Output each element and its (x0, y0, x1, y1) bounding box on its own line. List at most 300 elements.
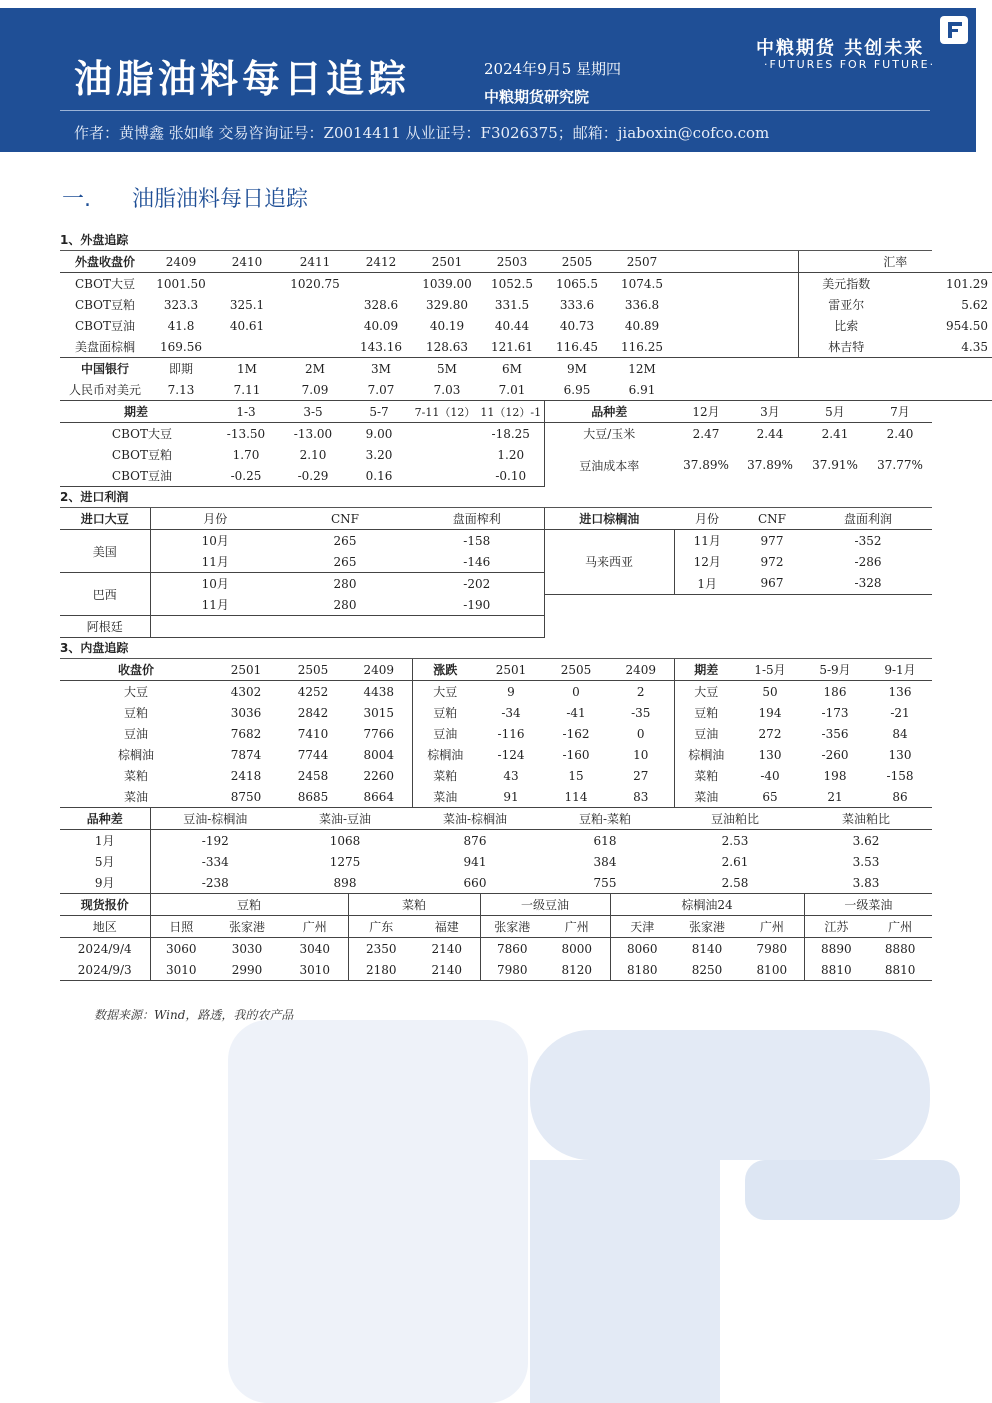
table-header-cell: 品种差 (544, 401, 674, 423)
row-label: 大豆 (433, 685, 458, 699)
row-label: 菜油 (412, 786, 478, 808)
table-cell: 331.5 (494, 297, 530, 312)
table-cell: 8180 (610, 959, 674, 981)
row-label: 2024/9/4 (60, 938, 150, 960)
author-line: 作者：黄博鑫 张如峰 交易咨询证号：Z0014411 从业证号：F3026375；邮箱：jiaboxin@cofco.com (74, 124, 770, 142)
table-cell: 329.80 (426, 297, 468, 312)
table-cell: 328.6 (363, 297, 399, 312)
table-cell: 1275 (329, 854, 361, 869)
table-cell: -352 (854, 533, 882, 548)
table-row (60, 830, 932, 852)
table-cell: 11月 (150, 594, 280, 616)
table-cell (282, 336, 348, 358)
table-cell: 265 (333, 533, 357, 548)
table-cell: -158 (410, 530, 544, 552)
row-label: 大豆 (123, 685, 148, 699)
overseas-section-title: 1、外盘追踪 (60, 230, 932, 251)
section-title (62, 182, 308, 213)
table-cell: 280 (333, 576, 357, 591)
region-cell: 福建 (414, 916, 480, 938)
table-row (60, 315, 992, 336)
region-cell: 广州 (740, 916, 804, 938)
table-cell: 2842 (297, 705, 329, 720)
overseas-header-row (60, 251, 992, 273)
table-cell: -158 (886, 768, 914, 783)
table-row (60, 379, 992, 401)
table-cell: -116 (497, 726, 525, 741)
table-cell: -160 (562, 747, 590, 762)
report-title: 油脂油料每日追踪 (74, 57, 411, 101)
table-header-cell: 9M (567, 361, 587, 376)
row-label: 菜粕 (694, 769, 719, 783)
table-cell: -286 (854, 554, 882, 569)
table-cell (212, 273, 282, 295)
table-header-cell: 现货报价 (60, 894, 150, 916)
table-cell: -238 (150, 872, 280, 894)
table-cell: 7.01 (480, 379, 544, 401)
table-cell: 336.8 (624, 297, 660, 312)
table-cell: -35 (608, 702, 674, 723)
row-label: 林吉特 (798, 336, 894, 358)
boc-rate-table (60, 358, 992, 401)
table-cell: 0 (608, 723, 674, 744)
table-cell: 2140 (414, 938, 480, 960)
region-cell: 张家港 (480, 916, 544, 938)
table-cell: 8060 (627, 941, 658, 956)
table-header-cell: 豆粕-菜粕 (540, 808, 670, 830)
row-label: 雷亚尔 (828, 298, 865, 312)
table-header-cell: 涨跌 (412, 659, 478, 681)
table-cell: 8120 (544, 959, 610, 981)
table-cell: 8890 (821, 941, 852, 956)
table-cell: 10 (608, 744, 674, 765)
table-cell: 2.10 (299, 447, 327, 462)
table-header-cell: 3-5 (280, 401, 346, 423)
table-cell: 130 (758, 747, 782, 762)
table-cell: 40.44 (494, 318, 530, 333)
table-header-cell: 品种差 (60, 808, 150, 830)
table-cell: -21 (890, 705, 910, 720)
row-label: 豆油成本率 (579, 458, 640, 473)
table-row (60, 702, 932, 723)
table-row (60, 594, 932, 616)
table-cell: -192 (201, 833, 229, 848)
spacer-cell (674, 336, 798, 358)
table-header-cell: 期差 (60, 401, 212, 423)
table-cell: 967 (740, 573, 804, 595)
table-cell: 121.61 (480, 336, 544, 358)
table-header-cell: 11（12）-1 (478, 401, 544, 423)
table-header-cell: 12M (628, 361, 656, 376)
table-cell: 3040 (282, 938, 348, 960)
table-header-cell: 7-11（12） (412, 401, 478, 423)
region-cell: 广州 (868, 916, 932, 938)
report-date: 2024年9月5 星期四 (484, 60, 622, 78)
table-cell: 65 (738, 786, 802, 808)
table-cell: 8810 (868, 959, 932, 981)
table-cell: 91 (478, 786, 544, 808)
section-heading: 油脂油料每日追踪 (132, 187, 309, 212)
table-header-cell: 2409 (150, 251, 212, 273)
table-cell: -124 (497, 747, 525, 762)
table-cell: 116.25 (610, 336, 674, 358)
table-row (60, 616, 932, 638)
table-row (60, 444, 932, 465)
table-cell: 2180 (348, 959, 414, 981)
table-header-cell: CNF (740, 508, 804, 530)
table-cell: 7874 (230, 747, 262, 762)
table-cell: 1065.5 (556, 276, 598, 291)
table-cell: 8880 (884, 941, 916, 956)
table-cell: 186 (823, 684, 847, 699)
table-cell: 3.83 (800, 872, 932, 894)
table-cell: 7.03 (414, 379, 480, 401)
table-cell (282, 315, 348, 336)
spot-group-header: 一级豆油 (480, 894, 610, 916)
table-cell: 2990 (212, 959, 282, 981)
table-cell: 6.95 (544, 379, 610, 401)
region-cell: 江苏 (804, 916, 868, 938)
row-label: 棕榈油 (427, 748, 464, 762)
table-cell: 272 (758, 726, 782, 741)
table-cell: 7.13 (150, 379, 212, 401)
table-cell: 618 (593, 833, 617, 848)
table-cell: 876 (463, 833, 487, 848)
table-cell: 325.1 (229, 297, 265, 312)
table-cell: 86 (868, 786, 932, 808)
table-header-cell: 5-7 (346, 401, 412, 423)
row-label: 大豆 (694, 685, 719, 699)
table-cell: 1020.75 (290, 276, 340, 291)
table-header-cell: 1-3 (212, 401, 280, 423)
row-label: 9月 (60, 872, 150, 894)
row-label: 豆油 (433, 727, 458, 741)
row-label: 菜油 (674, 786, 738, 808)
table-header-cell: 3月 (738, 401, 802, 423)
fx-header: 汇率 (798, 251, 992, 273)
table-cell: 37.89% (683, 458, 729, 473)
table-cell (212, 336, 282, 358)
table-header-cell: 2505 (544, 251, 610, 273)
table-cell: 954.50 (946, 318, 989, 333)
table-cell: 4438 (346, 681, 412, 703)
table-cell: 11月 (150, 551, 280, 573)
row-label: 豆油 (123, 727, 148, 741)
table-header-cell: 2409 (346, 659, 412, 681)
table-header-cell: 进口大豆 (60, 508, 150, 530)
table-cell: 1068 (329, 833, 361, 848)
boc-header-row (60, 358, 992, 379)
table-cell: 84 (892, 726, 908, 741)
table-cell: 0 (572, 684, 580, 699)
row-label: CBOT豆油 (60, 465, 212, 487)
report-header (0, 0, 976, 152)
table-cell: 3.62 (852, 833, 880, 848)
region-cell: 广州 (282, 916, 348, 938)
table-row (60, 273, 992, 295)
table-cell: 114 (544, 786, 608, 808)
table-cell: 323.3 (163, 297, 199, 312)
row-label: CBOT豆粕 (74, 298, 136, 312)
table-cell: 136 (888, 684, 912, 699)
table-cell: 50 (762, 684, 778, 699)
table-cell: 8140 (691, 941, 723, 956)
row-label: 豆粕 (123, 706, 148, 720)
table-cell: 8000 (544, 938, 610, 960)
table-cell: 7744 (297, 747, 329, 762)
table-cell: 7682 (230, 726, 262, 741)
variety-header-row (60, 808, 932, 830)
table-cell: 755 (540, 872, 670, 894)
table-header-cell: CNF (280, 508, 410, 530)
table-cell: 2 (608, 681, 674, 703)
table-cell: 1.20 (478, 444, 544, 465)
table-cell: 10月 (201, 577, 229, 591)
table-header-cell: 盘面榨利 (410, 508, 544, 530)
table-row (60, 765, 932, 786)
table-row (60, 959, 932, 981)
table-cell: -162 (562, 726, 590, 741)
table-cell: 3010 (282, 959, 348, 981)
table-header-cell: 外盘收盘价 (60, 251, 150, 273)
table-cell: 333.6 (559, 297, 595, 312)
table-header-cell: 2501 (478, 659, 544, 681)
region-cell: 天津 (610, 916, 674, 938)
import-header-row (60, 508, 932, 530)
table-row (60, 938, 932, 960)
table-header-cell: 豆油-棕榈油 (150, 808, 280, 830)
table-header-cell: 2505 (544, 659, 608, 681)
table-header-cell: 菜油粕比 (800, 808, 932, 830)
table-row (60, 744, 932, 765)
table-cell: 12月 (693, 555, 721, 570)
domestic-section-title: 3、内盘追踪 (60, 638, 932, 659)
brand-slogan: ·FUTURES FOR FUTURE· (764, 58, 936, 71)
table-row (60, 423, 932, 445)
row-label: 豆粕 (694, 706, 719, 720)
row-label: CBOT豆油 (74, 319, 136, 333)
table-cell: 7.09 (282, 379, 348, 401)
spot-group-header: 棕榈油24 (610, 894, 804, 916)
data-source-note: 数据来源：Wind，路透，我的农产品 (94, 1008, 294, 1022)
table-cell: 37.77% (877, 458, 923, 473)
table-cell: 101.29 (946, 276, 989, 291)
table-cell (150, 616, 544, 638)
table-cell: 2260 (346, 765, 412, 786)
row-label: CBOT大豆 (74, 277, 136, 291)
table-cell: 37.91% (812, 458, 858, 473)
spot-group-header: 豆粕 (150, 894, 348, 916)
table-header-cell: 收盘价 (60, 659, 212, 681)
table-cell: 1.70 (232, 447, 260, 462)
table-header-cell: 6M (502, 361, 522, 376)
table-cell: 898 (280, 872, 410, 894)
table-cell: 2.40 (886, 426, 914, 441)
table-header-cell: 月份 (674, 508, 740, 530)
table-cell: 8685 (280, 786, 346, 808)
table-cell: 7.07 (348, 379, 414, 401)
table-cell: -0.10 (478, 465, 544, 487)
table-cell: 116.45 (544, 336, 610, 358)
header-divider (60, 110, 930, 111)
region-cell: 广东 (348, 916, 414, 938)
table-cell: 37.89% (747, 458, 793, 473)
table-header-cell: 2411 (282, 251, 348, 273)
table-row (60, 786, 932, 808)
table-cell: 130 (888, 747, 912, 762)
table-row (60, 294, 992, 315)
table-header-cell: 菜油-豆油 (280, 808, 410, 830)
table-cell: 40.09 (363, 318, 399, 333)
table-cell: 43 (503, 768, 519, 783)
table-cell: 9.00 (365, 426, 393, 441)
row-label: CBOT豆粕 (111, 448, 172, 462)
table-cell: 280 (280, 594, 410, 616)
table-cell: -334 (201, 854, 229, 869)
table-cell: 40.89 (624, 318, 660, 333)
row-label: 棕榈油 (688, 748, 725, 762)
spacer-cell (674, 379, 992, 401)
table-cell: 128.63 (414, 336, 480, 358)
table-cell: 7980 (740, 938, 804, 960)
table-cell: 41.8 (167, 318, 195, 333)
table-row (60, 551, 932, 573)
table-cell: -260 (821, 747, 849, 762)
table-cell: 7.11 (212, 379, 282, 401)
table-cell: -146 (410, 551, 544, 573)
table-cell: 8750 (212, 786, 280, 808)
table-header-cell: 1M (237, 361, 257, 376)
table-cell: 3030 (231, 941, 263, 956)
spacer-cell (674, 294, 798, 315)
table-cell: 83 (608, 786, 674, 808)
table-cell (412, 444, 478, 465)
table-header-cell: 9-1月 (868, 659, 932, 681)
table-cell: 21 (802, 786, 868, 808)
region-cell: 张家港 (212, 916, 282, 938)
table-cell: 8810 (804, 959, 868, 981)
spacer-cell (674, 251, 798, 273)
row-label: 美盘面棕榈 (60, 336, 150, 358)
table-cell: 3060 (165, 941, 197, 956)
spread-header-row (60, 401, 932, 423)
table-cell: 2140 (414, 959, 480, 981)
table-header-cell: 2412 (348, 251, 414, 273)
spacer-cell (674, 315, 798, 336)
table-header-cell: 2505 (280, 659, 346, 681)
table-cell: 7766 (346, 723, 412, 744)
company-logo-icon (940, 16, 968, 44)
domestic-header-row (60, 659, 932, 681)
table-cell: 941 (463, 854, 487, 869)
spot-group-header: 菜粕 (348, 894, 480, 916)
table-header-cell: 豆油粕比 (670, 808, 800, 830)
table-cell: 2.58 (670, 872, 800, 894)
table-cell: 40.19 (429, 318, 465, 333)
table-cell: 8100 (740, 959, 804, 981)
table-cell: 3.53 (852, 854, 880, 869)
table-cell (348, 273, 414, 295)
origin-label: 阿根廷 (60, 616, 150, 638)
table-cell: -13.50 (226, 426, 266, 441)
import-profit-table (60, 508, 932, 638)
table-cell: -190 (410, 594, 544, 616)
table-cell: 977 (760, 533, 784, 548)
table-cell: 8664 (346, 786, 412, 808)
spot-group-header: 一级菜油 (804, 894, 932, 916)
table-cell: 972 (760, 554, 784, 569)
table-cell: -41 (566, 705, 586, 720)
table-header-cell: 7月 (868, 401, 932, 423)
overseas-close-table (60, 251, 992, 358)
table-cell: 27 (608, 765, 674, 786)
table-cell: 40.61 (229, 318, 265, 333)
table-cell: 10月 (201, 534, 229, 548)
spacer-cell (544, 616, 932, 638)
institute-name: 中粮期货研究院 (484, 88, 590, 106)
table-cell: -202 (410, 573, 544, 595)
table-cell: 4.35 (894, 336, 992, 358)
row-label: 棕榈油 (117, 748, 154, 762)
row-label: 豆油 (694, 727, 719, 741)
row-label: 美元指数 (822, 277, 871, 291)
table-cell: 2.47 (692, 426, 720, 441)
table-cell: 40.73 (559, 318, 595, 333)
origin-label: 巴西 (60, 573, 150, 616)
spot-price-table (60, 894, 932, 981)
table-cell: -173 (821, 705, 849, 720)
section-number: 一. (62, 187, 91, 212)
row-label: 菜粕 (433, 769, 458, 783)
table-header-cell: 进口棕榈油 (544, 508, 674, 530)
table-header-cell: 2409 (608, 659, 674, 681)
import-section-title: 2、进口利润 (60, 487, 932, 508)
brand-name: 中粮期货 共创未来 (756, 38, 925, 59)
table-cell: 2418 (230, 768, 262, 783)
table-cell: -18.25 (478, 423, 544, 445)
table-cell: 0.16 (346, 465, 412, 487)
table-cell (282, 294, 348, 315)
table-cell: 2.53 (721, 833, 749, 848)
table-cell: 2.41 (821, 426, 849, 441)
region-cell: 日照 (150, 916, 212, 938)
table-cell: 7980 (480, 959, 544, 981)
domestic-variety-table (60, 808, 932, 894)
row-label: 大豆/玉米 (583, 427, 636, 441)
table-header-cell: 2507 (610, 251, 674, 273)
table-cell (412, 423, 478, 445)
table-cell: 3015 (346, 702, 412, 723)
table-row (60, 872, 932, 894)
table-header-cell: 期差 (674, 659, 738, 681)
table-row (60, 530, 932, 552)
table-cell: 194 (758, 705, 782, 720)
table-row (60, 681, 932, 703)
table-cell: 7410 (297, 726, 329, 741)
row-label: 菜粕 (123, 769, 148, 783)
table-header-cell: 菜油-棕榈油 (410, 808, 540, 830)
table-header-cell: 盘面利润 (804, 508, 932, 530)
header-top-band (0, 0, 976, 8)
table-header-cell: 1-5月 (738, 659, 802, 681)
table-cell: 2458 (297, 768, 329, 783)
table-row (60, 851, 932, 872)
table-cell: 265 (280, 551, 410, 573)
table-row (60, 336, 992, 358)
origin-label: 美国 (60, 530, 150, 573)
table-header-cell: 2501 (212, 659, 280, 681)
region-cell: 张家港 (674, 916, 740, 938)
